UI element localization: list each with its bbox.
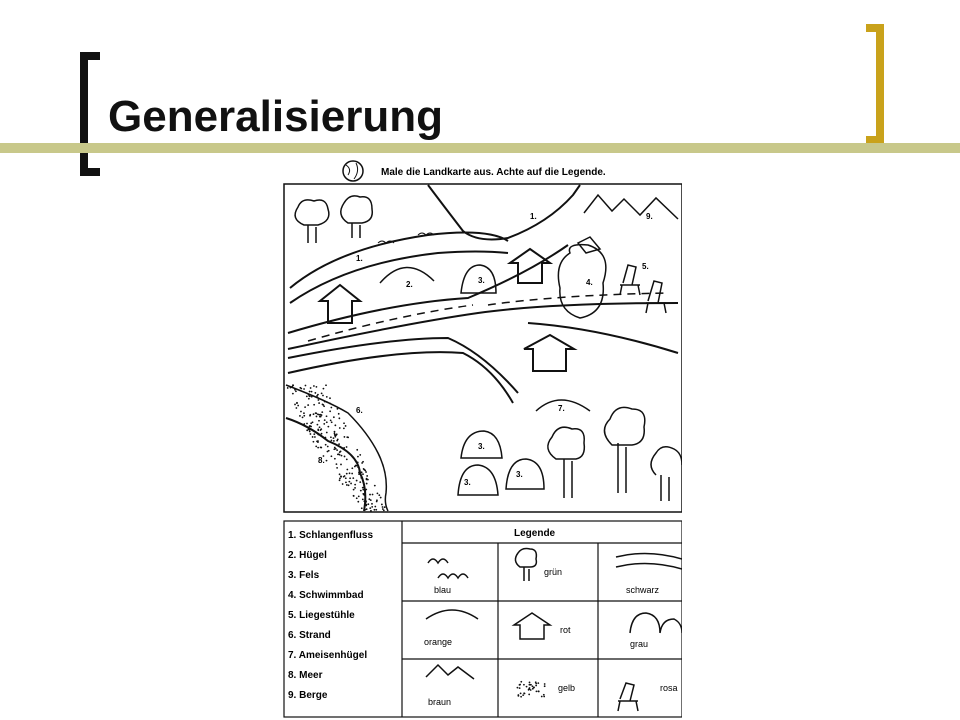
dot [317, 447, 319, 449]
dot [327, 426, 329, 428]
map-label: 9. [646, 212, 653, 221]
dot [336, 449, 338, 451]
dot [307, 404, 309, 406]
dot [304, 406, 306, 408]
legend-color-label: orange [424, 637, 453, 647]
dot [344, 456, 346, 458]
dot [345, 425, 347, 427]
dot [538, 690, 540, 692]
dot [350, 483, 352, 485]
dot [380, 497, 382, 499]
dot [346, 473, 348, 475]
dot [308, 398, 310, 400]
dot [311, 391, 313, 393]
map-label: 2. [406, 280, 413, 289]
dot [536, 690, 538, 692]
dot [328, 450, 330, 452]
dot [310, 422, 312, 424]
legend-color-label: grau [630, 639, 649, 649]
dot [366, 483, 368, 485]
dot [339, 451, 341, 453]
dot [306, 395, 308, 397]
left-bracket-decoration [70, 48, 110, 180]
map-label: 3. [478, 276, 485, 285]
map-label: 6. [356, 406, 363, 415]
dot [348, 481, 350, 483]
beach-dots [287, 384, 386, 512]
dot [339, 427, 341, 429]
dot [318, 402, 320, 404]
dot [294, 389, 296, 391]
dot [330, 436, 332, 438]
dot [295, 390, 297, 392]
dot [360, 477, 362, 479]
dot [325, 437, 327, 439]
dot [303, 388, 305, 390]
dot [306, 423, 308, 425]
legend-item: 2. Hügel [288, 550, 327, 561]
dot [329, 410, 331, 412]
dot [311, 396, 313, 398]
dot [309, 425, 311, 427]
dot [543, 694, 545, 696]
legend-item: 5. Liegestühle [288, 610, 355, 621]
house-symbol [514, 613, 550, 639]
dot [364, 504, 366, 506]
dot [342, 483, 344, 485]
dot [320, 446, 322, 448]
dot [376, 501, 378, 503]
dot [358, 473, 360, 475]
dot [533, 687, 535, 689]
dot [323, 388, 325, 390]
dot [303, 415, 305, 417]
dot [313, 433, 315, 435]
dot [287, 387, 289, 389]
globe-icon [343, 161, 363, 181]
right-bracket-decoration [860, 22, 900, 148]
dot [357, 461, 359, 463]
dot [351, 467, 353, 469]
dot [339, 473, 341, 475]
dot [359, 454, 361, 456]
dot [358, 471, 360, 473]
dot [334, 431, 336, 433]
chair-symbol [618, 683, 638, 711]
dot [356, 497, 358, 499]
dot [544, 685, 546, 687]
dot [374, 485, 376, 487]
dot [371, 506, 373, 508]
legend-item: 3. Fels [288, 570, 320, 581]
dot [331, 421, 333, 423]
dot [529, 684, 531, 686]
dot [336, 463, 338, 465]
dot [333, 448, 335, 450]
dot [326, 396, 328, 398]
dot [345, 477, 347, 479]
dot [343, 422, 345, 424]
dot [305, 385, 307, 387]
legend-color-label: schwarz [626, 585, 660, 595]
rock-symbol [630, 613, 682, 633]
dot [535, 683, 537, 685]
dot [363, 493, 365, 495]
dot [541, 696, 543, 698]
dot [299, 415, 301, 417]
dot [316, 386, 318, 388]
dot [300, 388, 302, 390]
dot [367, 503, 369, 505]
dot [313, 441, 315, 443]
dot [358, 495, 360, 497]
dot [323, 405, 325, 407]
legend-color-label: braun [428, 697, 452, 707]
dot [346, 458, 348, 460]
dot [326, 401, 328, 403]
dot [314, 392, 316, 394]
dot [343, 447, 345, 449]
dot [371, 503, 373, 505]
dot [303, 412, 305, 414]
dot [319, 426, 321, 428]
dot [363, 468, 365, 470]
dot [315, 445, 317, 447]
dot [313, 404, 315, 406]
dot [357, 501, 359, 503]
dot [532, 688, 534, 690]
dot [377, 493, 379, 495]
dot [330, 455, 332, 457]
river-symbol [616, 553, 682, 569]
dot [529, 687, 531, 689]
dot [292, 393, 294, 395]
worksheet-image [268, 153, 682, 720]
dot [338, 413, 340, 415]
legend-item: 9. Berge [288, 690, 328, 701]
dot [296, 402, 298, 404]
slide-title: Generalisierung [108, 92, 444, 141]
dot [325, 384, 327, 386]
dot [346, 469, 348, 471]
dot [366, 479, 368, 481]
dot [317, 424, 319, 426]
dot [337, 408, 339, 410]
dot [356, 449, 358, 451]
dot [309, 415, 311, 417]
dot [321, 414, 323, 416]
dot [317, 399, 319, 401]
dot [372, 494, 374, 496]
legend-color-label: rosa [660, 683, 678, 693]
dot [369, 494, 371, 496]
dot [356, 480, 358, 482]
dot [321, 433, 323, 435]
dot [322, 395, 324, 397]
dot [352, 477, 354, 479]
legend-item: 6. Strand [288, 630, 331, 641]
dot [361, 507, 363, 509]
legend-item: 1. Schlangenfluss [288, 530, 374, 541]
dot [520, 696, 522, 698]
dot [333, 437, 335, 439]
water-symbol [428, 559, 468, 578]
dot [341, 455, 343, 457]
dot [340, 464, 342, 466]
dot [365, 489, 367, 491]
dot [313, 385, 315, 387]
dot [337, 438, 339, 440]
legend-color-label: gelb [558, 683, 576, 693]
dot [329, 402, 331, 404]
legend-item: 8. Meer [288, 670, 323, 681]
dot [370, 499, 372, 501]
dot [325, 444, 327, 446]
dot [544, 683, 546, 685]
dot [314, 436, 316, 438]
dot [326, 421, 328, 423]
dot [343, 428, 345, 430]
dot [339, 478, 341, 480]
dot [349, 472, 351, 474]
dot [523, 684, 525, 686]
dot [335, 434, 337, 436]
dot [346, 484, 348, 486]
dot [340, 475, 342, 477]
dot [322, 404, 324, 406]
dot [517, 695, 519, 697]
dot [308, 395, 310, 397]
worksheet-instruction: Male die Landkarte aus. Achte auf die Legende. [381, 167, 606, 178]
mountain-symbol [426, 665, 474, 679]
dot [309, 431, 311, 433]
tree-symbol [515, 549, 536, 582]
dot [324, 419, 326, 421]
dot [334, 458, 336, 460]
dot [308, 428, 310, 430]
map-label: 7. [558, 404, 565, 413]
sand-symbol [517, 681, 546, 698]
dot [362, 461, 364, 463]
dot [354, 487, 356, 489]
dot [317, 397, 319, 399]
dot [318, 420, 320, 422]
legend-color-label: rot [560, 625, 571, 635]
map-label: 3. [464, 478, 471, 487]
dot [357, 466, 359, 468]
dot [339, 479, 341, 481]
dot [354, 484, 356, 486]
dot [334, 433, 336, 435]
legend-item: 7. Ameisenhügel [288, 650, 368, 661]
worksheet-drawing [268, 153, 682, 720]
dot [338, 445, 340, 447]
dot [348, 484, 350, 486]
dot [366, 475, 368, 477]
dot [374, 506, 376, 508]
dot [295, 407, 297, 409]
dot [309, 391, 311, 393]
dot [375, 509, 377, 511]
dot [381, 504, 383, 506]
dot [310, 387, 312, 389]
dot [338, 453, 340, 455]
dot [290, 387, 292, 389]
dot [365, 471, 367, 473]
dot [326, 460, 328, 462]
dot [535, 685, 537, 687]
map-label: 3. [516, 470, 523, 479]
map-label: 3. [478, 442, 485, 451]
dot [519, 687, 521, 689]
dot [330, 419, 332, 421]
dot [363, 500, 365, 502]
dot [312, 436, 314, 438]
dot [310, 433, 312, 435]
dot [321, 411, 323, 413]
dot [319, 416, 321, 418]
map-label: 5. [642, 262, 649, 271]
map-label: 1. [530, 212, 537, 221]
dot [362, 489, 364, 491]
dot [351, 473, 353, 475]
dot [529, 682, 531, 684]
dot [330, 407, 332, 409]
dot [360, 490, 362, 492]
dot [378, 494, 380, 496]
dot [528, 694, 530, 696]
map-label: 1. [356, 254, 363, 263]
dot [313, 413, 315, 415]
dot [543, 696, 545, 698]
legend-color-label: grün [544, 567, 563, 577]
dot [316, 395, 318, 397]
dot [346, 436, 348, 438]
dot [331, 439, 333, 441]
dot [349, 477, 351, 479]
dot [382, 506, 384, 508]
dot [526, 686, 528, 688]
dot [327, 446, 329, 448]
dot [323, 423, 325, 425]
legend-title: Legende [514, 528, 556, 539]
dot [334, 447, 336, 449]
dot [316, 416, 318, 418]
dot [359, 481, 361, 483]
dot [329, 397, 331, 399]
map-label: 4. [586, 278, 593, 287]
dot [353, 489, 355, 491]
dot [300, 411, 302, 413]
dot [324, 401, 326, 403]
dot [333, 416, 335, 418]
dot [303, 423, 305, 425]
dot [317, 429, 319, 431]
dot [353, 495, 355, 497]
dot [291, 386, 293, 388]
legend-color-label: blau [434, 585, 452, 595]
dot [537, 682, 539, 684]
dot [355, 465, 357, 467]
dot [317, 434, 319, 436]
map-label: 8. [318, 456, 325, 465]
dot [520, 681, 522, 683]
dot [362, 487, 364, 489]
dot [373, 509, 375, 511]
dot [294, 404, 296, 406]
dot [338, 417, 340, 419]
dot [344, 475, 346, 477]
dot [315, 412, 317, 414]
dot [517, 687, 519, 689]
legend-item: 4. Schwimmbad [288, 590, 364, 601]
dot [344, 436, 346, 438]
dot [519, 684, 521, 686]
dot [361, 471, 363, 473]
dot [326, 415, 328, 417]
dot [318, 414, 320, 416]
dot [302, 416, 304, 418]
dot [357, 456, 359, 458]
dot [364, 509, 366, 511]
dot [520, 692, 522, 694]
dot [382, 508, 384, 510]
dot [334, 424, 336, 426]
dot [532, 685, 534, 687]
dot [365, 500, 367, 502]
dot [362, 473, 364, 475]
dot [523, 692, 525, 694]
dot [345, 481, 347, 483]
dot [384, 506, 386, 508]
dot [338, 443, 340, 445]
dot [336, 467, 338, 469]
dot [309, 429, 311, 431]
dot [321, 393, 323, 395]
dot [365, 504, 367, 506]
dot [333, 440, 335, 442]
dot [297, 405, 299, 407]
dot [316, 440, 318, 442]
dot [370, 510, 372, 512]
dot [346, 446, 348, 448]
hill-symbol [426, 610, 478, 619]
dot [522, 694, 524, 696]
dot [369, 507, 371, 509]
dot [320, 429, 322, 431]
dot [362, 498, 364, 500]
dot [326, 432, 328, 434]
